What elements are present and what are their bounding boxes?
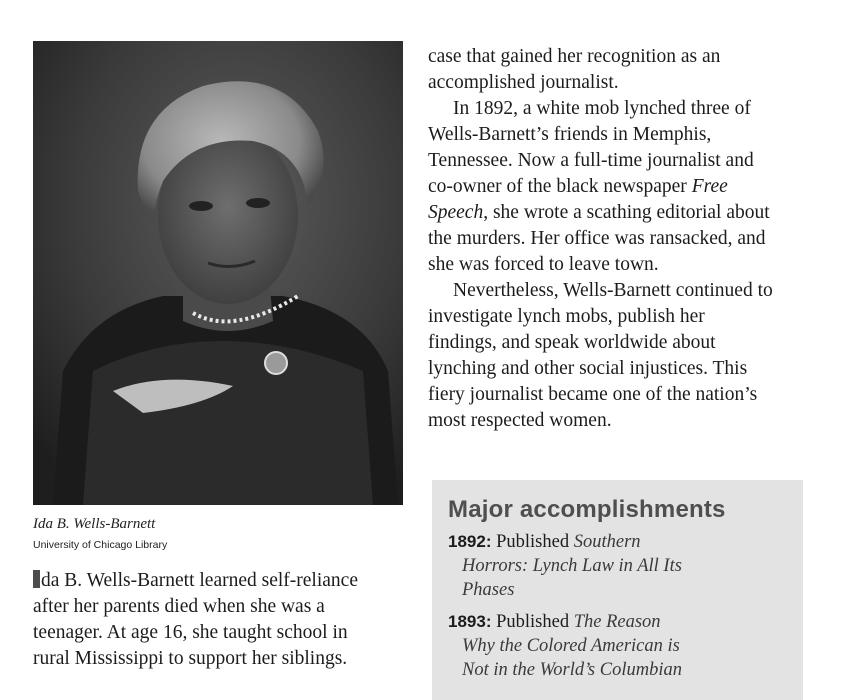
text-line: accomplished journalist.	[428, 72, 619, 93]
left-paragraph	[33, 568, 413, 672]
portrait-photo	[33, 41, 403, 505]
newspaper-name: Speech	[428, 202, 484, 223]
accomplishment-year: 1892:	[448, 532, 492, 551]
accomplishment-item: 1892: Published Southern Horrors: Lynch Law in All Its Phases	[448, 532, 682, 600]
text-line: case that gained her recognition as an	[428, 46, 721, 67]
right-column-text	[428, 44, 828, 434]
newspaper-name: Free	[691, 176, 728, 197]
paragraph: In 1892, a white mob lynched three of Wells-Barnett’s friends in Memphis, Tennessee. Now a full-time journalist and co-owner of the black newspaper Free Speech, she wrote a scathing editorial about the murders. Her office was ransacked, and she was forced to leave town.	[428, 98, 770, 275]
drop-cap-letter	[33, 570, 40, 588]
photo-caption-name: Ida B. Wells-Barnett	[33, 516, 156, 532]
text-line: da B. Wells-Barnett learned self-reliance	[33, 568, 413, 594]
text-line: rural Mississippi to support her siblings.	[33, 648, 348, 669]
paragraph: Nevertheless, Wells-Barnett continued to investigate lynch mobs, publish her findings, and speak worldwide about lynching and other social injustices. This fiery journalist became one of the nation’s most respected women.	[428, 280, 773, 431]
accomplishment-year: 1893:	[448, 612, 492, 631]
accomplishments-title: Major accomplishments	[448, 496, 726, 523]
accomplishment-item: 1893: Published The Reason Why the Colored American is Not in the World’s Columbian	[448, 612, 682, 680]
text-line: teenager. At age 16, she taught school in	[33, 622, 348, 643]
paragraph	[428, 44, 828, 96]
text-line: after her parents died when she was a	[33, 596, 325, 617]
photo-caption-credit: University of Chicago Library	[33, 539, 168, 551]
